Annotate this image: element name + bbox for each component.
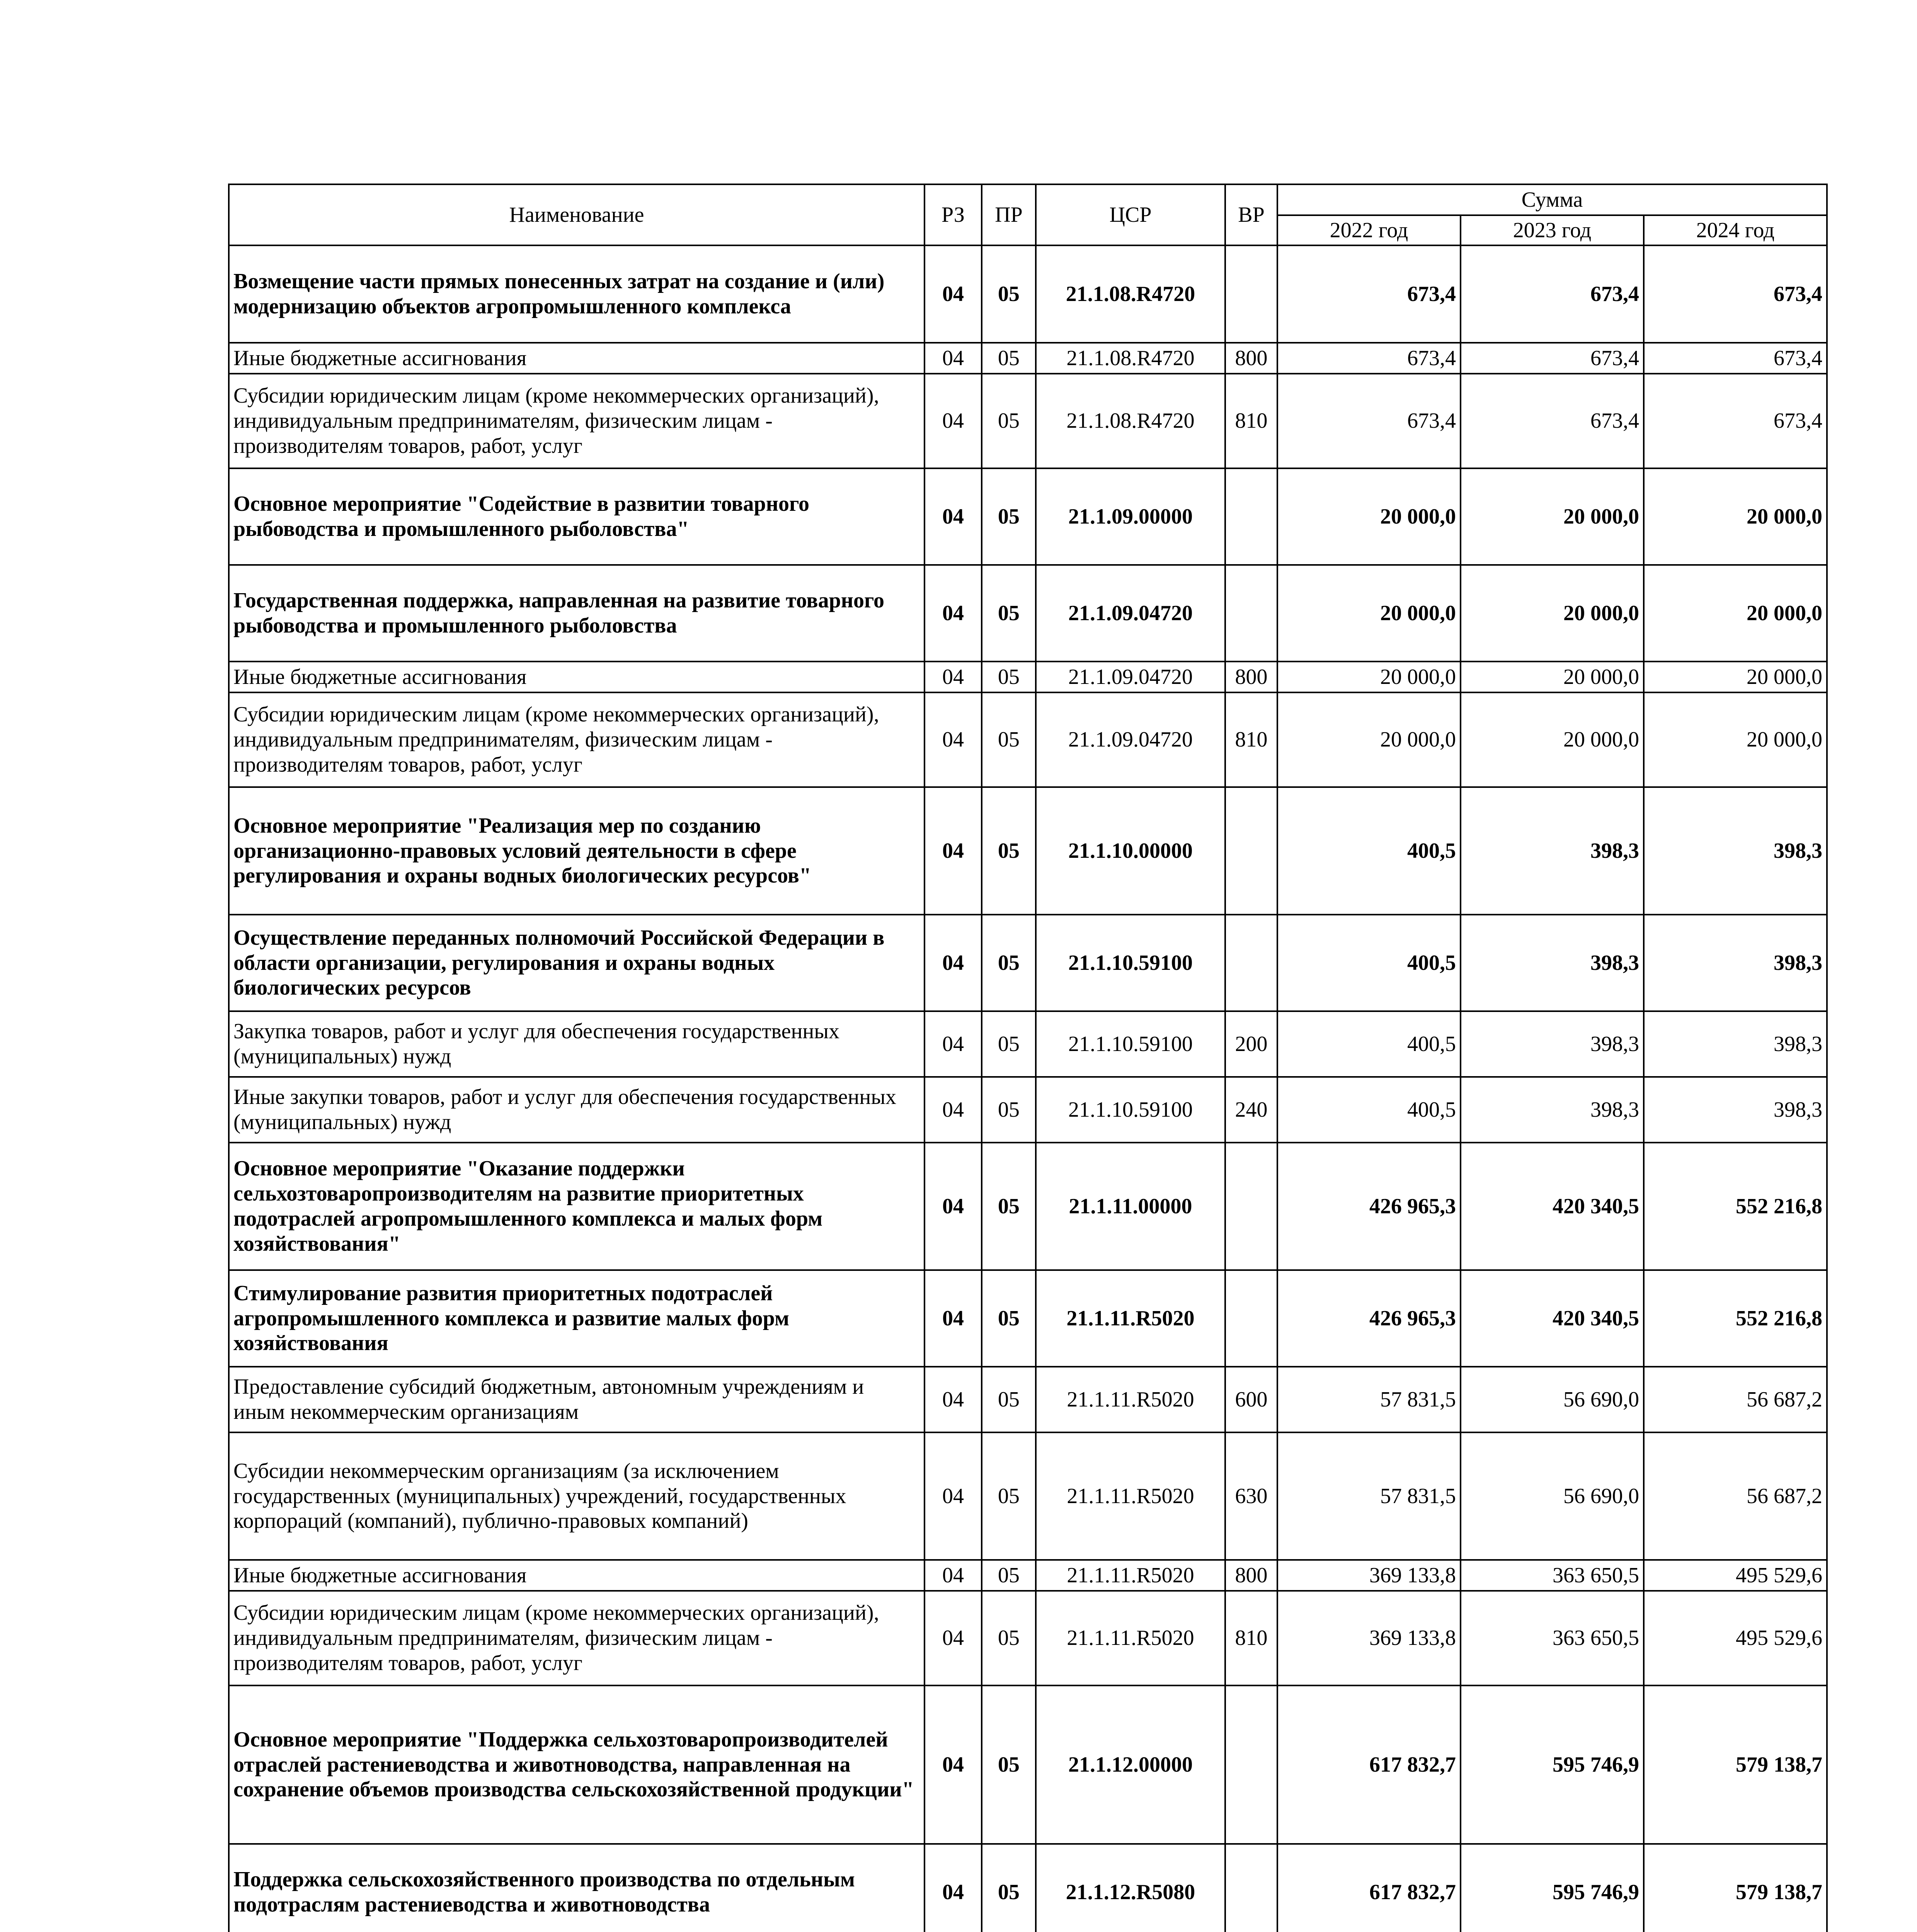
row-amount-2024: 552 216,8 xyxy=(1644,1270,1827,1367)
row-csr: 21.1.11.00000 xyxy=(1036,1143,1225,1270)
row-amount-2024: 20 000,0 xyxy=(1644,468,1827,565)
row-amount-2022: 400,5 xyxy=(1277,1011,1461,1077)
row-name: Иные бюджетные ассигнования xyxy=(229,343,924,374)
row-amount-2023: 420 340,5 xyxy=(1461,1143,1644,1270)
header-pr: ПР xyxy=(982,184,1036,245)
table-row xyxy=(229,1367,1827,1432)
row-rz: 04 xyxy=(924,692,982,787)
row-amount-2022: 617 832,7 xyxy=(1277,1685,1461,1844)
row-amount-2022: 20 000,0 xyxy=(1277,565,1461,662)
row-csr: 21.1.11.R5020 xyxy=(1036,1591,1225,1685)
row-rz: 04 xyxy=(924,1432,982,1560)
row-vr: 800 xyxy=(1225,343,1277,374)
row-rz: 04 xyxy=(924,1685,982,1844)
header-name: Наименование xyxy=(229,184,924,245)
row-amount-2024: 495 529,6 xyxy=(1644,1591,1827,1685)
row-amount-2023: 398,3 xyxy=(1461,787,1644,915)
row-pr: 05 xyxy=(982,374,1036,468)
row-amount-2023: 20 000,0 xyxy=(1461,468,1644,565)
row-amount-2024: 579 138,7 xyxy=(1644,1685,1827,1844)
row-amount-2024: 673,4 xyxy=(1644,374,1827,468)
row-amount-2023: 20 000,0 xyxy=(1461,662,1644,692)
row-pr: 05 xyxy=(982,1143,1036,1270)
row-pr: 05 xyxy=(982,915,1036,1011)
row-amount-2023: 398,3 xyxy=(1461,1077,1644,1143)
row-pr: 05 xyxy=(982,245,1036,343)
row-csr: 21.1.08.R4720 xyxy=(1036,245,1225,343)
row-amount-2023: 673,4 xyxy=(1461,374,1644,468)
row-vr xyxy=(1225,1270,1277,1367)
row-amount-2023: 20 000,0 xyxy=(1461,565,1644,662)
row-pr: 05 xyxy=(982,468,1036,565)
row-rz: 04 xyxy=(924,1560,982,1591)
row-amount-2024: 20 000,0 xyxy=(1644,692,1827,787)
row-csr: 21.1.08.R4720 xyxy=(1036,374,1225,468)
table-row xyxy=(229,374,1827,468)
row-amount-2024: 398,3 xyxy=(1644,915,1827,1011)
row-name: Субсидии некоммерческим организациям (за исключением государственных (муниципальных) учреждений, государственных корпораций (компаний), публично-правовых компаний) xyxy=(229,1432,924,1560)
header-year-2023: 2023 год xyxy=(1461,215,1644,245)
row-csr: 21.1.08.R4720 xyxy=(1036,343,1225,374)
table-row xyxy=(229,1077,1827,1143)
row-pr: 05 xyxy=(982,1591,1036,1685)
row-name: Государственная поддержка, направленная на развитие товарного рыбоводства и промышленного рыболовства xyxy=(229,565,924,662)
row-amount-2022: 673,4 xyxy=(1277,374,1461,468)
table-header xyxy=(229,184,1827,245)
row-rz: 04 xyxy=(924,662,982,692)
row-name: Основное мероприятие "Оказание поддержки сельхозтоваропроизводителям на развитие приоритетных подотраслей агропромышленного комплекса и малых форм хозяйствования" xyxy=(229,1143,924,1270)
row-name: Стимулирование развития приоритетных подотраслей агропромышленного комплекса и развитие малых форм хозяйствования xyxy=(229,1270,924,1367)
table-row xyxy=(229,565,1827,662)
row-rz: 04 xyxy=(924,565,982,662)
row-vr xyxy=(1225,1844,1277,1932)
row-rz: 04 xyxy=(924,343,982,374)
row-rz: 04 xyxy=(924,1011,982,1077)
row-rz: 04 xyxy=(924,1143,982,1270)
row-amount-2024: 56 687,2 xyxy=(1644,1432,1827,1560)
row-vr: 600 xyxy=(1225,1367,1277,1432)
row-amount-2022: 426 965,3 xyxy=(1277,1270,1461,1367)
row-csr: 21.1.10.00000 xyxy=(1036,787,1225,915)
row-csr: 21.1.09.04720 xyxy=(1036,565,1225,662)
header-year-2022: 2022 год xyxy=(1277,215,1461,245)
row-amount-2024: 579 138,7 xyxy=(1644,1844,1827,1932)
row-amount-2022: 20 000,0 xyxy=(1277,468,1461,565)
row-name: Субсидии юридическим лицам (кроме некоммерческих организаций), индивидуальным предпринимателям, физическим лицам - производителям товаров, работ, услуг xyxy=(229,692,924,787)
table-row xyxy=(229,1011,1827,1077)
row-csr: 21.1.12.00000 xyxy=(1036,1685,1225,1844)
row-pr: 05 xyxy=(982,1844,1036,1932)
row-vr: 630 xyxy=(1225,1432,1277,1560)
table-row xyxy=(229,1432,1827,1560)
table-row xyxy=(229,787,1827,915)
row-amount-2022: 20 000,0 xyxy=(1277,692,1461,787)
row-amount-2024: 56 687,2 xyxy=(1644,1367,1827,1432)
row-name: Осуществление переданных полномочий Российской Федерации в области организации, регулирования и охраны водных биологических ресурсов xyxy=(229,915,924,1011)
row-amount-2022: 369 133,8 xyxy=(1277,1560,1461,1591)
row-rz: 04 xyxy=(924,374,982,468)
row-vr: 810 xyxy=(1225,374,1277,468)
row-pr: 05 xyxy=(982,1432,1036,1560)
row-amount-2023: 673,4 xyxy=(1461,245,1644,343)
row-rz: 04 xyxy=(924,1844,982,1932)
row-amount-2022: 617 832,7 xyxy=(1277,1844,1461,1932)
row-amount-2024: 673,4 xyxy=(1644,245,1827,343)
row-vr xyxy=(1225,468,1277,565)
row-pr: 05 xyxy=(982,1077,1036,1143)
row-vr xyxy=(1225,565,1277,662)
table-row xyxy=(229,662,1827,692)
row-name: Закупка товаров, работ и услуг для обеспечения государственных (муниципальных) нужд xyxy=(229,1011,924,1077)
row-name: Основное мероприятие "Поддержка сельхозтоваропроизводителей отраслей растениеводства и животноводства, направленная на сохранение объемов производства сельскохозяйственной продукции" xyxy=(229,1685,924,1844)
row-pr: 05 xyxy=(982,1560,1036,1591)
row-vr xyxy=(1225,1143,1277,1270)
row-name: Иные бюджетные ассигнования xyxy=(229,662,924,692)
row-vr: 240 xyxy=(1225,1077,1277,1143)
table-row xyxy=(229,1591,1827,1685)
row-amount-2024: 20 000,0 xyxy=(1644,662,1827,692)
row-amount-2024: 398,3 xyxy=(1644,787,1827,915)
row-csr: 21.1.11.R5020 xyxy=(1036,1270,1225,1367)
row-csr: 21.1.10.59100 xyxy=(1036,915,1225,1011)
row-csr: 21.1.10.59100 xyxy=(1036,1011,1225,1077)
row-vr: 810 xyxy=(1225,692,1277,787)
row-amount-2024: 552 216,8 xyxy=(1644,1143,1827,1270)
row-pr: 05 xyxy=(982,1011,1036,1077)
row-pr: 05 xyxy=(982,692,1036,787)
row-pr: 05 xyxy=(982,1685,1036,1844)
row-vr xyxy=(1225,1685,1277,1844)
row-csr: 21.1.09.00000 xyxy=(1036,468,1225,565)
row-vr xyxy=(1225,787,1277,915)
row-vr xyxy=(1225,915,1277,1011)
row-amount-2023: 363 650,5 xyxy=(1461,1591,1644,1685)
row-name: Предоставление субсидий бюджетным, автономным учреждениям и иным некоммерческим организациям xyxy=(229,1367,924,1432)
row-amount-2022: 400,5 xyxy=(1277,787,1461,915)
row-rz: 04 xyxy=(924,1077,982,1143)
row-amount-2022: 57 831,5 xyxy=(1277,1367,1461,1432)
row-name: Субсидии юридическим лицам (кроме некоммерческих организаций), индивидуальным предпринимателям, физическим лицам - производителям товаров, работ, услуг xyxy=(229,1591,924,1685)
row-amount-2024: 398,3 xyxy=(1644,1011,1827,1077)
table-row xyxy=(229,343,1827,374)
header-year-2024: 2024 год xyxy=(1644,215,1827,245)
row-name: Иные бюджетные ассигнования xyxy=(229,1560,924,1591)
row-csr: 21.1.11.R5020 xyxy=(1036,1367,1225,1432)
row-amount-2022: 673,4 xyxy=(1277,245,1461,343)
row-pr: 05 xyxy=(982,565,1036,662)
table-body xyxy=(229,245,1827,1932)
row-vr: 800 xyxy=(1225,662,1277,692)
row-vr xyxy=(1225,245,1277,343)
row-amount-2022: 400,5 xyxy=(1277,1077,1461,1143)
row-rz: 04 xyxy=(924,1367,982,1432)
row-amount-2024: 673,4 xyxy=(1644,343,1827,374)
row-pr: 05 xyxy=(982,343,1036,374)
row-rz: 04 xyxy=(924,915,982,1011)
row-amount-2023: 595 746,9 xyxy=(1461,1685,1644,1844)
row-amount-2022: 673,4 xyxy=(1277,343,1461,374)
row-vr: 800 xyxy=(1225,1560,1277,1591)
row-amount-2022: 369 133,8 xyxy=(1277,1591,1461,1685)
row-pr: 05 xyxy=(982,1367,1036,1432)
row-amount-2023: 56 690,0 xyxy=(1461,1432,1644,1560)
row-amount-2023: 420 340,5 xyxy=(1461,1270,1644,1367)
table-row xyxy=(229,468,1827,565)
table-row xyxy=(229,915,1827,1011)
header-csr: ЦСР xyxy=(1036,184,1225,245)
row-amount-2022: 57 831,5 xyxy=(1277,1432,1461,1560)
row-name: Основное мероприятие "Реализация мер по созданию организационно-правовых условий деятельности в сфере регулирования и охраны водных биологических ресурсов" xyxy=(229,787,924,915)
row-pr: 05 xyxy=(982,1270,1036,1367)
header-sum: Сумма xyxy=(1277,184,1827,215)
row-amount-2023: 363 650,5 xyxy=(1461,1560,1644,1591)
row-amount-2023: 398,3 xyxy=(1461,1011,1644,1077)
row-amount-2023: 673,4 xyxy=(1461,343,1644,374)
row-amount-2023: 595 746,9 xyxy=(1461,1844,1644,1932)
row-amount-2023: 20 000,0 xyxy=(1461,692,1644,787)
table-row xyxy=(229,1560,1827,1591)
row-rz: 04 xyxy=(924,245,982,343)
row-name: Поддержка сельскохозяйственного производства по отдельным подотраслям растениеводства и животноводства xyxy=(229,1844,924,1932)
row-amount-2022: 426 965,3 xyxy=(1277,1143,1461,1270)
table-row xyxy=(229,1685,1827,1844)
row-name: Возмещение части прямых понесенных затрат на создание и (или) модернизацию объектов агропромышленного комплекса xyxy=(229,245,924,343)
row-amount-2022: 20 000,0 xyxy=(1277,662,1461,692)
row-rz: 04 xyxy=(924,468,982,565)
row-csr: 21.1.09.04720 xyxy=(1036,692,1225,787)
table-row xyxy=(229,1844,1827,1932)
table-row xyxy=(229,692,1827,787)
row-csr: 21.1.09.04720 xyxy=(1036,662,1225,692)
row-amount-2024: 20 000,0 xyxy=(1644,565,1827,662)
row-name: Субсидии юридическим лицам (кроме некоммерческих организаций), индивидуальным предпринимателям, физическим лицам - производителям товаров, работ, услуг xyxy=(229,374,924,468)
budget-table xyxy=(228,184,1828,1932)
row-csr: 21.1.12.R5080 xyxy=(1036,1844,1225,1932)
row-csr: 21.1.10.59100 xyxy=(1036,1077,1225,1143)
row-csr: 21.1.11.R5020 xyxy=(1036,1432,1225,1560)
row-amount-2022: 400,5 xyxy=(1277,915,1461,1011)
row-csr: 21.1.11.R5020 xyxy=(1036,1560,1225,1591)
row-name: Иные закупки товаров, работ и услуг для обеспечения государственных (муниципальных) нужд xyxy=(229,1077,924,1143)
row-rz: 04 xyxy=(924,787,982,915)
table-row xyxy=(229,1143,1827,1270)
row-rz: 04 xyxy=(924,1591,982,1685)
row-pr: 05 xyxy=(982,662,1036,692)
header-vr: ВР xyxy=(1225,184,1277,245)
row-amount-2024: 495 529,6 xyxy=(1644,1560,1827,1591)
row-rz: 04 xyxy=(924,1270,982,1367)
row-amount-2023: 398,3 xyxy=(1461,915,1644,1011)
row-name: Основное мероприятие "Содействие в развитии товарного рыбоводства и промышленного рыболовства" xyxy=(229,468,924,565)
row-vr: 200 xyxy=(1225,1011,1277,1077)
table-row xyxy=(229,1270,1827,1367)
table-row xyxy=(229,245,1827,343)
row-vr: 810 xyxy=(1225,1591,1277,1685)
row-amount-2023: 56 690,0 xyxy=(1461,1367,1644,1432)
header-rz: РЗ xyxy=(924,184,982,245)
row-pr: 05 xyxy=(982,787,1036,915)
row-amount-2024: 398,3 xyxy=(1644,1077,1827,1143)
